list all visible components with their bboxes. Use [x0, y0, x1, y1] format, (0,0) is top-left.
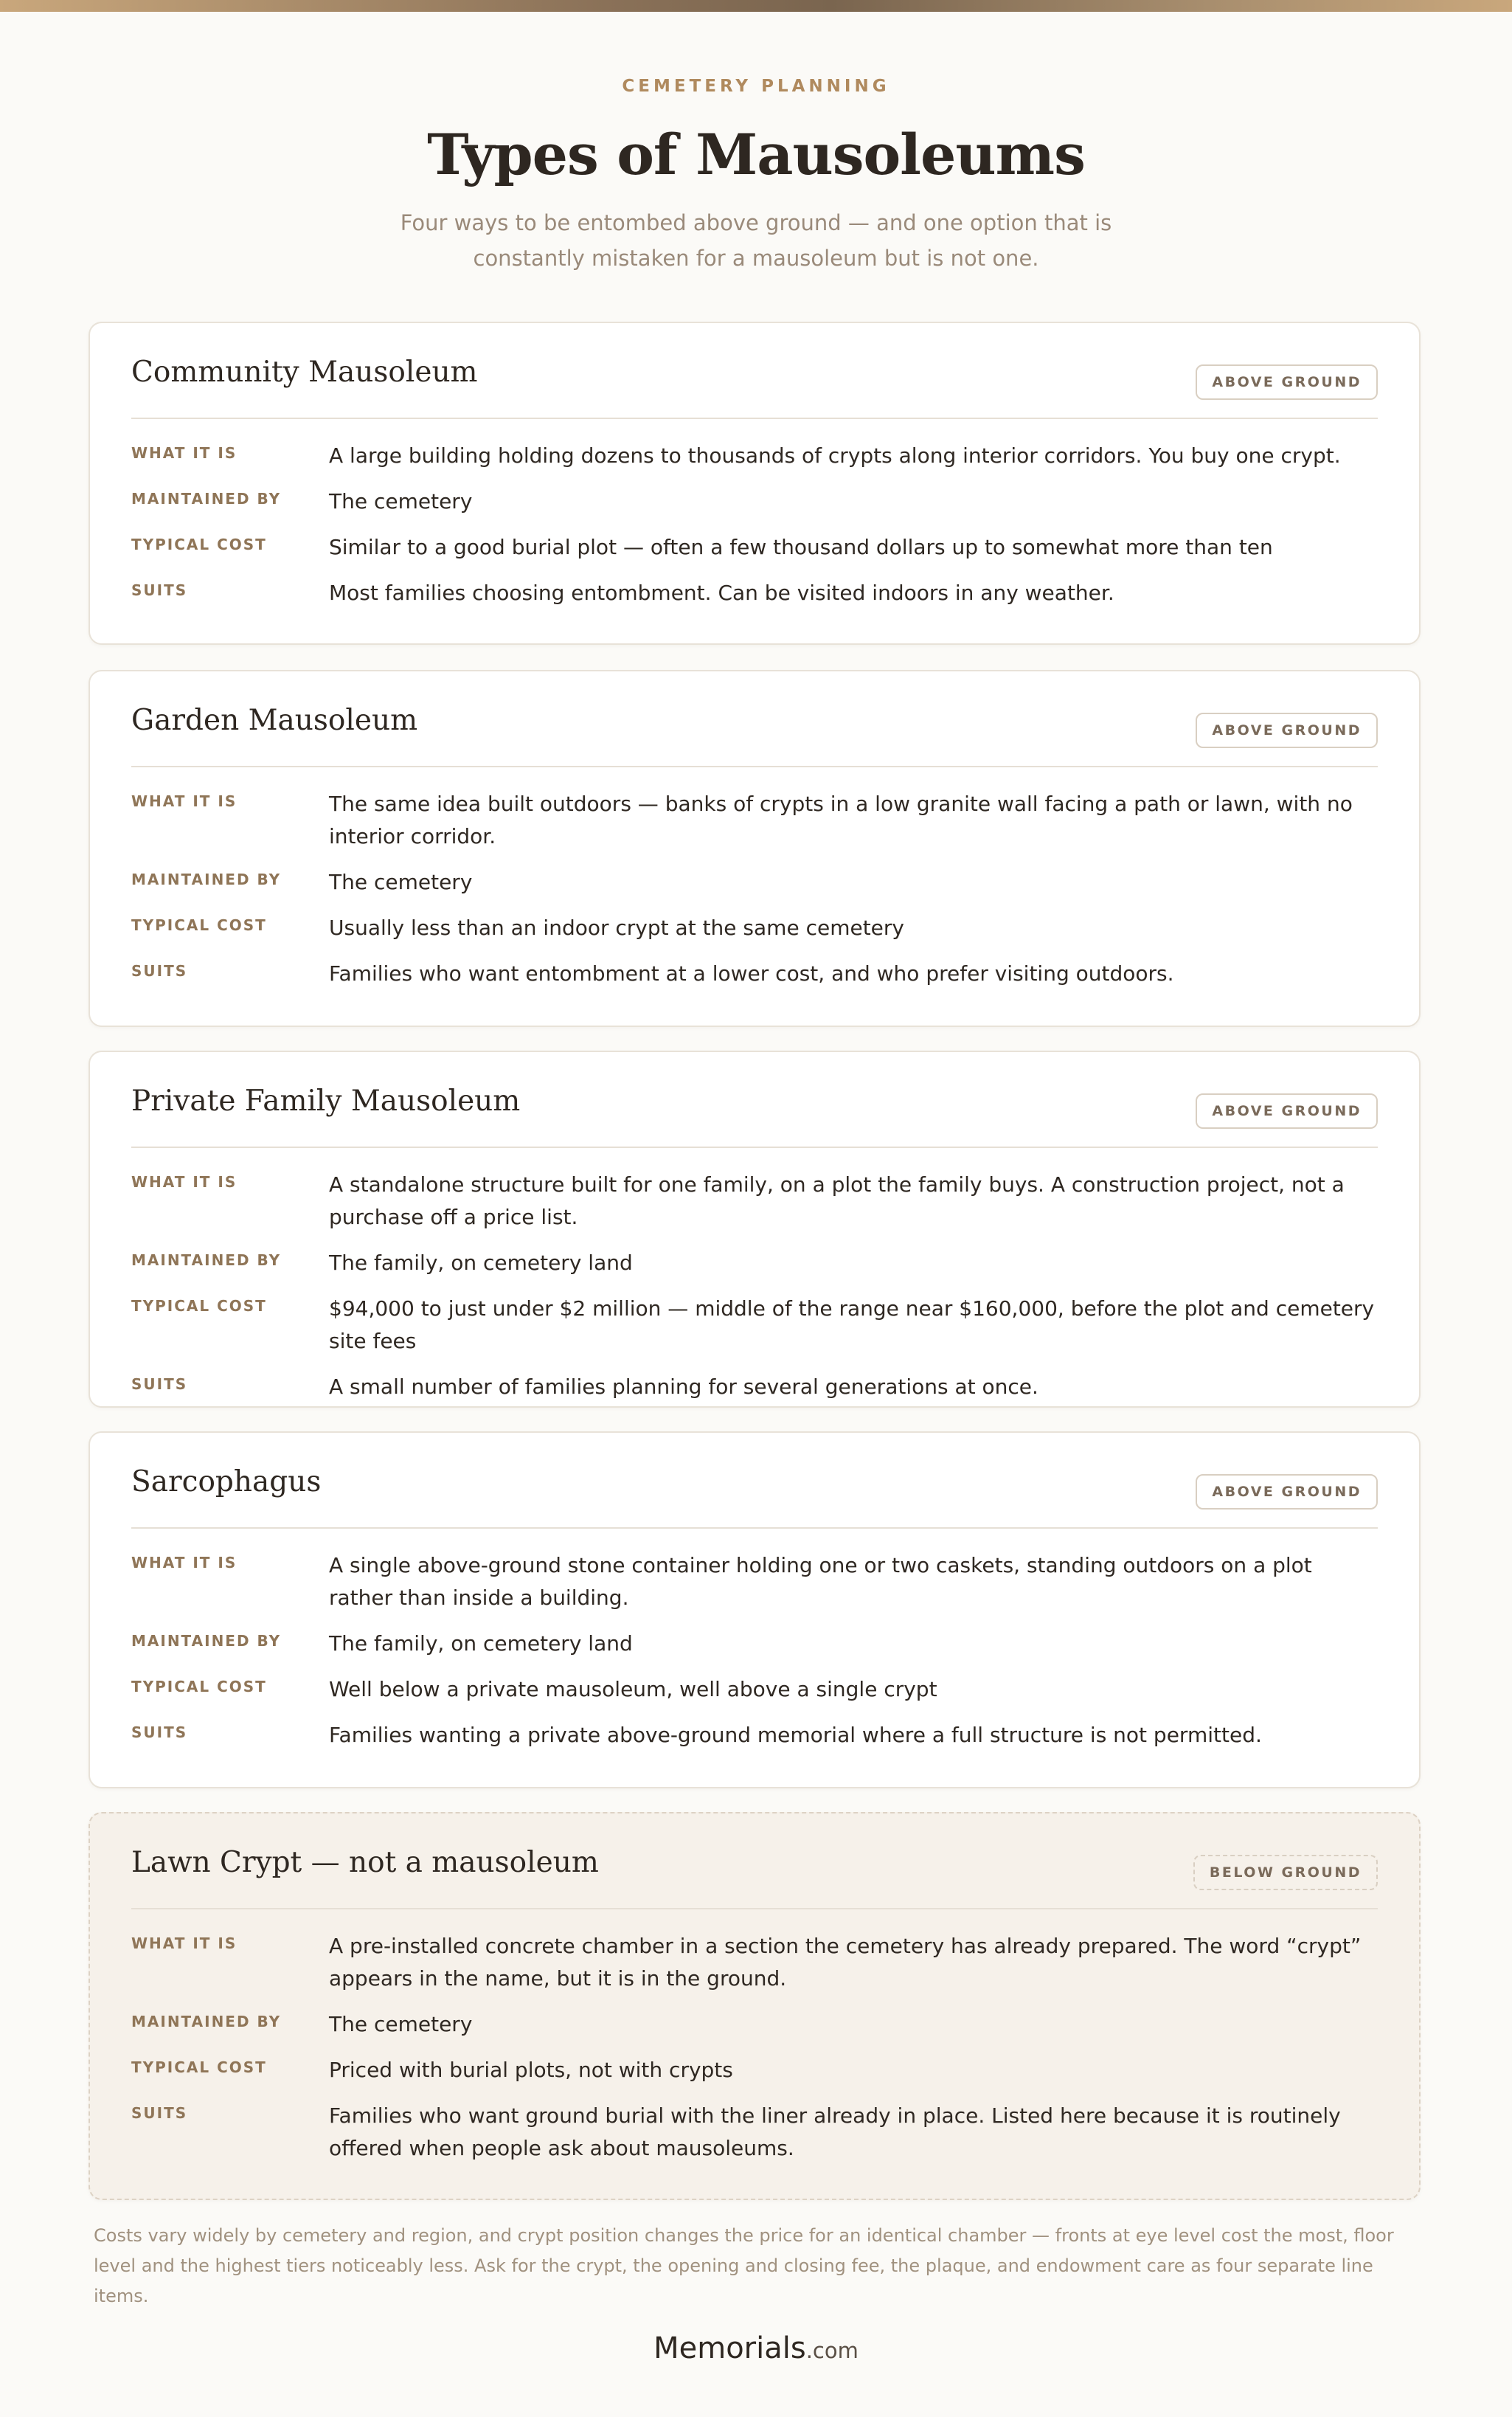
row-maintained-by [131, 485, 1378, 518]
card-lawn-crypt [89, 1812, 1421, 2200]
row-label: TYPICAL COST [131, 1297, 267, 1315]
top-accent-bar [0, 0, 1512, 12]
card-divider [131, 766, 1378, 767]
row-suits [131, 1719, 1378, 1752]
row-value: A pre-installed concrete chamber in a section the cemetery has already prepared. The word “crypt” appears in the name, but it is in the ground. [329, 1934, 1362, 1991]
row-what-it-is [131, 1169, 1378, 1234]
row-label: SUITS [131, 581, 188, 599]
row-value: Families who want entombment at a lower cost, and who prefer visiting outdoors. [329, 961, 1174, 986]
row-maintained-by [131, 1247, 1378, 1279]
memorials-logo[interactable] [0, 2331, 1512, 2365]
row-value: A standalone structure built for one family, on a plot the family buys. A construction project, not a purchase off a price list. [329, 1172, 1345, 1229]
row-what-it-is [131, 1930, 1378, 1995]
card-divider [131, 1527, 1378, 1529]
row-value: A large building holding dozens to thousands of crypts along interior corridors. You buy one crypt. [329, 443, 1341, 468]
row-typical-cost [131, 2054, 1378, 2086]
row-what-it-is [131, 1549, 1378, 1614]
row-maintained-by [131, 2008, 1378, 2041]
row-label: MAINTAINED BY [131, 1632, 282, 1650]
card-title: Garden Mausoleum [131, 704, 418, 737]
row-label: WHAT IT IS [131, 444, 237, 462]
card-divider [131, 1908, 1378, 1909]
row-label: SUITS [131, 1723, 188, 1741]
row-suits [131, 2100, 1378, 2165]
row-value: Priced with burial plots, not with crypts [329, 2058, 733, 2082]
row-typical-cost [131, 1673, 1378, 1706]
card-community-mausoleum [89, 322, 1421, 645]
row-value: Similar to a good burial plot — often a few thousand dollars up to somewhat more than ten [329, 535, 1273, 559]
row-value: Families wanting a private above-ground memorial where a full structure is not permitted. [329, 1723, 1262, 1747]
row-value: A small number of families planning for several generations at once. [329, 1375, 1038, 1399]
row-label: TYPICAL COST [131, 536, 267, 553]
logo-name: Memorials [653, 2331, 806, 2365]
row-maintained-by [131, 866, 1378, 899]
row-label: TYPICAL COST [131, 2058, 267, 2076]
card-sarcophagus [89, 1431, 1421, 1788]
row-suits [131, 1371, 1378, 1403]
row-value: The same idea built outdoors — banks of crypts in a low granite wall facing a path or lawn, with no interior corridor. [329, 792, 1353, 848]
row-label: SUITS [131, 1375, 188, 1393]
row-value: Well below a private mausoleum, well above a single crypt [329, 1677, 937, 1701]
row-label: MAINTAINED BY [131, 1251, 282, 1269]
card-title: Private Family Mausoleum [131, 1085, 521, 1118]
ground-badge: ABOVE GROUND [1196, 364, 1378, 400]
row-value: Most families choosing entombment. Can be visited indoors in any weather. [329, 581, 1114, 605]
ground-badge: ABOVE GROUND [1196, 1093, 1378, 1129]
row-label: SUITS [131, 2104, 188, 2122]
row-typical-cost [131, 1293, 1378, 1358]
card-divider [131, 1147, 1378, 1148]
row-typical-cost [131, 531, 1378, 564]
row-label: WHAT IT IS [131, 1934, 237, 1952]
logo-suffix: .com [805, 2338, 859, 2363]
card-title: Community Mausoleum [131, 356, 478, 389]
eyebrow-label: CEMETERY PLANNING [622, 77, 890, 96]
row-value: The family, on cemetery land [329, 1251, 633, 1275]
row-suits [131, 958, 1378, 990]
card-title: Lawn Crypt — not a mausoleum [131, 1846, 599, 1879]
row-label: MAINTAINED BY [131, 871, 282, 888]
footnote: Costs vary widely by cemetery and region, and crypt position changes the price for an identical chamber — fronts at eye level cost the most, floor level and the highest tiers noticeably less. Ask for the crypt, the opening and closing fee, the plaque, and endowment care as four separate line items. [94, 2225, 1394, 2306]
row-label: WHAT IT IS [131, 792, 237, 810]
page-subtitle: Four ways to be entombed above ground — and one option that is constantly mistaken for a mausoleum but is not one. [400, 210, 1112, 271]
ground-badge: BELOW GROUND [1193, 1855, 1378, 1890]
row-value: $94,000 to just under $2 million — middle of the range near $160,000, before the plot and cemetery site fees [329, 1296, 1375, 1353]
row-label: WHAT IT IS [131, 1173, 237, 1191]
row-typical-cost [131, 912, 1378, 944]
row-value: The family, on cemetery land [329, 1631, 633, 1656]
card-private-family-mausoleum [89, 1051, 1421, 1408]
row-value: Families who want ground burial with the liner already in place. Listed here because it is routinely offered when people ask about mausoleums. [329, 2103, 1341, 2160]
ground-badge: ABOVE GROUND [1196, 1474, 1378, 1510]
card-divider [131, 418, 1378, 419]
row-value: The cemetery [329, 489, 473, 514]
row-label: MAINTAINED BY [131, 2013, 282, 2030]
row-value: The cemetery [329, 2012, 473, 2036]
row-label: SUITS [131, 962, 188, 980]
row-value: A single above-ground stone container holding one or two caskets, standing outdoors on a plot rather than inside a building. [329, 1553, 1312, 1610]
row-label: MAINTAINED BY [131, 490, 282, 508]
row-what-it-is [131, 440, 1378, 472]
row-value: The cemetery [329, 870, 473, 894]
card-title: Sarcophagus [131, 1465, 322, 1498]
row-label: TYPICAL COST [131, 1678, 267, 1695]
row-suits [131, 577, 1378, 609]
row-what-it-is [131, 788, 1378, 853]
page-title: Types of Mausoleums [427, 122, 1085, 187]
row-label: WHAT IT IS [131, 1554, 237, 1571]
row-value: Usually less than an indoor crypt at the same cemetery [329, 916, 904, 940]
row-maintained-by [131, 1628, 1378, 1660]
row-label: TYPICAL COST [131, 916, 267, 934]
ground-badge: ABOVE GROUND [1196, 713, 1378, 748]
card-garden-mausoleum [89, 670, 1421, 1027]
